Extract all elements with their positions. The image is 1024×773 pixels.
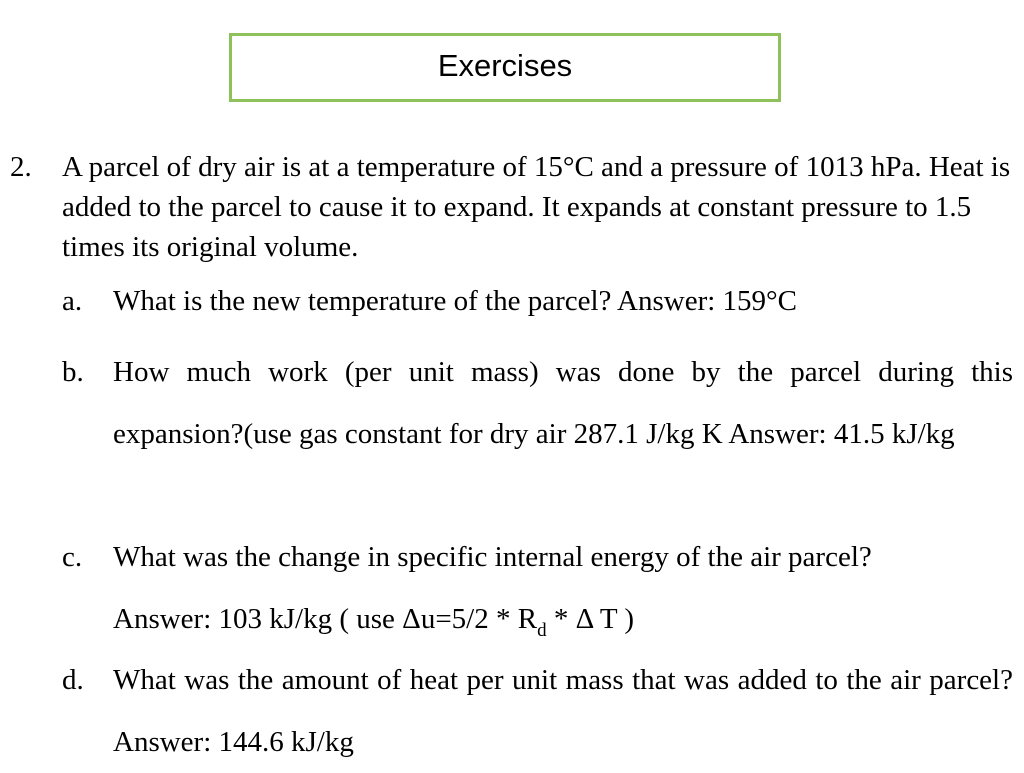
slide-title: Exercises [437, 47, 573, 83]
exercise-number: 2. [10, 151, 32, 183]
item-d-letter: d. [62, 664, 84, 696]
item-c-line1: What was the change in specific internal energy of the air parcel? [113, 541, 872, 573]
exercise-stem: A parcel of dry air is at a temperature of 15°C and a pressure of 1013 hPa. Heat is added to the parcel to cause it to expand. It expands at constant pressure to 1.5 times its original volume. [62, 151, 1011, 263]
item-c-text [113, 526, 1013, 654]
item-d-text: What was the amount of heat per unit mass that was added to the air parcel? Answer: 144.6 kJ/kg [113, 664, 1013, 758]
item-a-letter: a. [62, 285, 83, 317]
item-c-letter: c. [62, 541, 83, 573]
title-box [229, 33, 781, 102]
item-c-line2-pre: Answer: 103 kJ/kg ( use Δu=5/2 * R [113, 603, 538, 635]
item-c-subscript: d [537, 620, 547, 641]
item-b-letter: b. [62, 356, 84, 388]
item-b-text: How much work (per unit mass) was done by the parcel during this expansion?(use gas constant for dry air 287.1 J/kg K Answer: 41.5 kJ/kg [113, 356, 1013, 450]
item-a-text: What is the new temperature of the parcel? Answer: 159°C [113, 285, 797, 317]
item-c-line2-post: * Δ T ) [546, 603, 634, 635]
item-c-line2 [113, 588, 1013, 654]
